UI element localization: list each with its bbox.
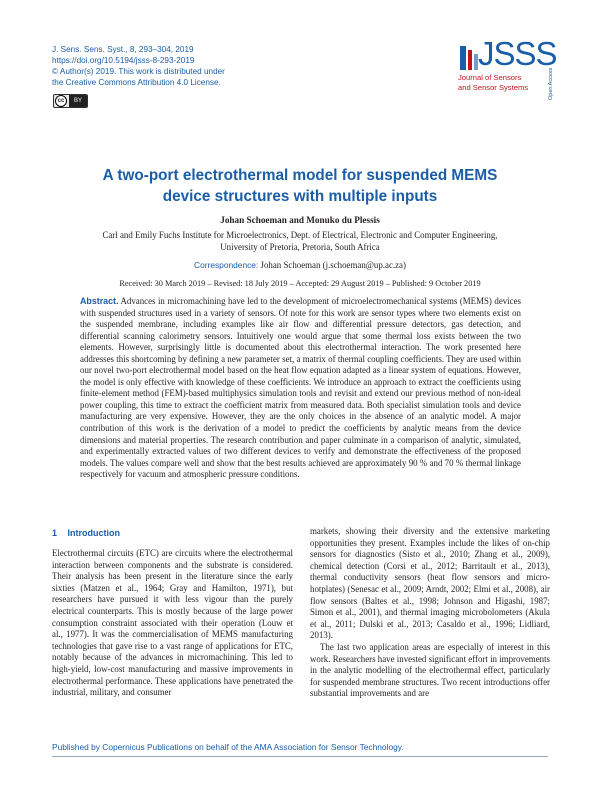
- affiliation-line-2: University of Pretoria, Pretoria, South Africa: [220, 242, 380, 252]
- body-paragraph: The last two application areas are especially of interest in this work. Researchers have invested significant effort in improvements in the analytic modelling of the electrothermal effect, particularly for suspended membrane structures. Two recent introductions offer substantial improvements and are: [310, 641, 550, 699]
- body-paragraph: markets, showing their diversity and the extensive marketing opportunities they present. Examples include the likes of on-chip sensors for diagnostics (Sisto et al., 2010; Zhang et al., 2009), chemical detection (Corsi et al., 2012; Barritault et al., 2013), thermal conductivity sensors (heat flow sensors and micro-hotplates) (Senesac et al., 2009; Arndt, 2002; Elmi et al., 2008), air flow sensors (Baltes et al., 1998; Johnson and Higashi, 1987; Simon et al., 2001), and thermal imaging microbolometers (Akula et al., 2011; Dulski et al., 2013; Casaldo et al., 1996; Lidliard, 2013).: [310, 526, 550, 641]
- by-icon: BY: [69, 95, 87, 107]
- cc-by-license-badge[interactable]: [53, 94, 88, 108]
- title-line-1: A two-port electrothermal model for suspended MEMS: [102, 167, 498, 184]
- body-column-right: [310, 526, 550, 700]
- journal-subtitle: [458, 73, 528, 92]
- citation-block: [52, 44, 312, 88]
- author-list: Johan Schoeman and Monuko du Plessis: [220, 215, 380, 225]
- abstract-text: Advances in micromachining have led to the development of microelectromechanical systems (MEMS) devices with suspended structures used in a variety of sensors. Of note for this work are sensor types where two elements exist on the suspended membrane, including examples like air flow and differential pressure detectors, gas detection, and differential scanning calorimetry sensors. Intuitively one would argue that some thermal loss exists between the two elements. However, surprisingly little is documented about this electrothermal interaction. The work presented here addresses this shortcoming by defining a new parameter set, a matrix of thermal coupling coefficients. They are used within our novel two-port electrothermal model based on the heat flow equation adapted as a linear system of equations. However, the model is only effective with knowledge of these coefficients. We introduce an approach to extract the coefficients using finite-element method (FEM)-based multiphysics simulation tools and revisit and extend our previous method of non-ideal power coupling, this time to extract the coefficient matrix from measured data. Both specialist simulation tools and device manufacturing are very expensive. However, they are the only choices in the absence of an analytic model. A major contribution of this work is the derivation of a model to predict the coefficients by analytic means from the device dimensions and material properties. The research contribution and paper culminate in a comparison of analytic, simulated, and experimentally extracted values of two different devices to verify and demonstrate the effectiveness of the proposed models. The values compare well and show that the best results achieved are approximately 90 % and 70 % thermal linkage respectively for vacuum and atmospheric pressure conditions.: [80, 296, 521, 480]
- body-column-left: Electrothermal circuits (ETC) are circuits where the electrothermal interaction between components and the substrate is considered. Their analysis has been present in the literature since the early sixties (Matzen et al., 1964; Gray and Hamilton, 1971), but researchers have pursued it with less vigour than the purely electrical counterparts. This is mostly because of the large power consumption constraint associated with their operation (Louw et al., 1977). It was the commercialisation of MEMS manufacturing technologies that gave rise to a vast range of applications for ETC, notably because of the advances in micromachining. This led to high-yield, low-cost manufacturing and massive improvements in electrothermal performance. These applications have penetrated the industrial, military, and consumer: [52, 548, 293, 698]
- affiliation: [60, 229, 540, 253]
- doi-link[interactable]: https://doi.org/10.5194/jsss-8-293-2019: [52, 56, 195, 65]
- article-title: [60, 165, 540, 207]
- footer-divider: [52, 756, 548, 757]
- abstract: [80, 296, 521, 481]
- correspondence: [60, 260, 540, 270]
- copyright-line-2[interactable]: the Creative Commons Attribution 4.0 License.: [52, 78, 221, 87]
- section-heading: [52, 528, 120, 538]
- article-dates: Received: 30 March 2019 – Revised: 18 July 2019 – Accepted: 29 August 2019 – Published: 9 October 2019: [119, 279, 481, 288]
- journal-citation: J. Sens. Sens. Syst., 8, 293–304, 2019: [52, 45, 194, 54]
- section-title: Introduction: [67, 528, 121, 538]
- journal-logo-mark-icon: [458, 44, 480, 72]
- affiliation-line-1: Carl and Emily Fuchs Institute for Microelectronics, Dept. of Electrical, Electronic and Computer Engineering,: [102, 230, 498, 240]
- abstract-label: Abstract.: [80, 296, 119, 306]
- journal-subtitle-line-2: and Sensor Systems: [458, 82, 529, 92]
- title-line-2: device structures with multiple inputs: [162, 188, 438, 205]
- journal-subtitle-line-1: Journal of Sensors: [458, 73, 522, 82]
- journal-wordmark: JSSS: [478, 35, 557, 72]
- correspondence-label: Correspondence:: [194, 260, 259, 270]
- copyright-line-1: © Author(s) 2019. This work is distributed under: [52, 67, 225, 76]
- section-number: 1: [52, 528, 58, 538]
- correspondence-email[interactable]: Johan Schoeman (j.schoeman@up.ac.za): [260, 260, 406, 270]
- cc-icon: cc: [55, 95, 67, 107]
- open-access-label: Open Access: [548, 67, 554, 100]
- publisher-footer: Published by Copernicus Publications on behalf of the AMA Association for Sensor Technology.: [52, 742, 404, 752]
